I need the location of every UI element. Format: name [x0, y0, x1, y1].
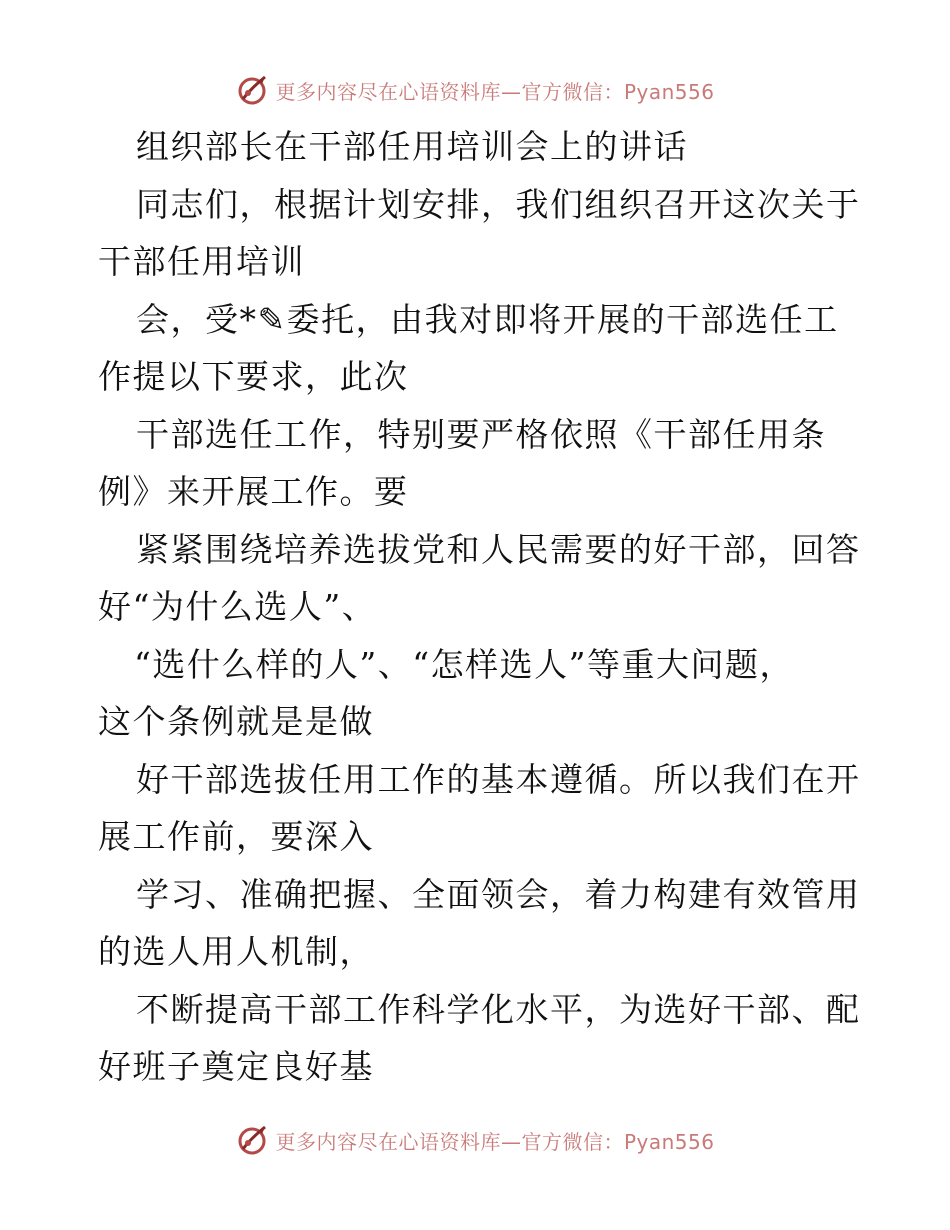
paragraph-line: 会，受*✎委托，由我对即将开展的干部选任工	[136, 299, 839, 339]
paragraph-line: 干部选任工作，特别要严格依照《干部任用条	[136, 414, 826, 454]
paragraph-line: 这个条例就是是做	[98, 702, 374, 741]
paragraph-line: 学习、准确把握、全面领会，着力构建有效管用	[136, 874, 861, 914]
paragraph-line: “选什么样的人”、“怎样选人”等重大问题，	[134, 644, 794, 684]
document-title: 组织部长在干部任用培训会上的讲话	[136, 127, 688, 166]
quill-swirl-logo-icon	[235, 1123, 269, 1157]
paragraph-line: 例》来开展工作。要	[98, 472, 409, 511]
paragraph-line: 紧紧围绕培养选拔党和人民需要的好干部，回答	[136, 529, 861, 569]
paragraph-line: 不断提高干部工作科学化水平，为选好干部、配	[136, 989, 861, 1029]
header-banner-text: 更多内容尽在心语资料库—官方微信：Pyan556	[275, 79, 715, 104]
footer-banner	[0, 1120, 950, 1160]
paragraph-line: 展工作前，要深入	[98, 817, 374, 856]
footer-banner-text: 更多内容尽在心语资料库—官方微信：Pyan556	[275, 1129, 715, 1154]
paragraph-line: 好班子奠定良好基	[98, 1047, 374, 1086]
document-body	[98, 118, 861, 1096]
paragraph-line: 同志们，根据计划安排，我们组织召开这次关于	[136, 184, 861, 224]
header-banner	[0, 70, 950, 110]
paragraph-line: 干部任用培训	[98, 242, 305, 281]
paragraph-line: 的选人用人机制，	[98, 932, 374, 971]
paragraph-line: 好“为什么选人”、	[98, 587, 377, 626]
paragraph-line: 好干部选拔任用工作的基本遵循。所以我们在开	[136, 759, 861, 799]
paragraph-line: 作提以下要求，此次	[98, 357, 409, 396]
quill-swirl-logo-icon	[235, 73, 269, 107]
